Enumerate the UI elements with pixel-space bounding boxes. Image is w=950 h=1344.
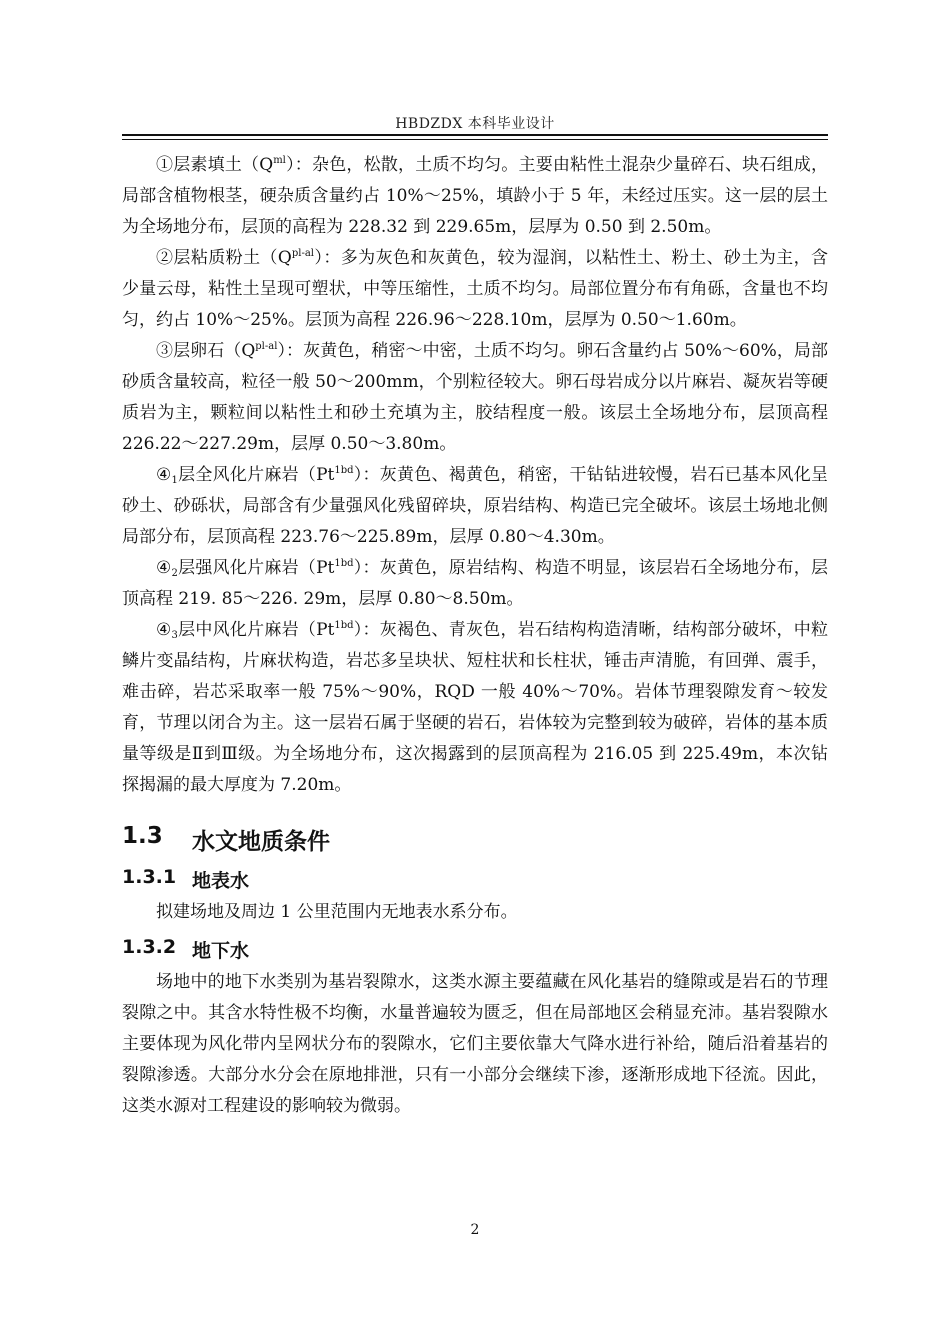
section-title: 地表水 <box>192 870 250 892</box>
section-number: 1.3.2 <box>122 936 177 958</box>
paragraph-layer-4-1: $④_1$层全风化片麻岩$(Pt^{1bd})$：灰黄色、褐黄色，稍密，干钻钻进较慢，岩石已基本风化呈砂土、砂砾状，局部含有少量强风化残留碎块，原岩结构、构造已完全破坏。该层土场地北侧局部分布，层顶高程 223.76～225.89m，层厚 0.80～4.30m。 <box>122 465 829 547</box>
page-number: 2 <box>470 1222 480 1238</box>
paragraph-surface-water: 拟建场地及周边 1 公里范围内无地表水系分布。 <box>156 902 518 922</box>
paragraph-layer-2: ②层粘质粉土$(Q^{pl-al})$：多为灰色和灰黄色，较为湿润，以粘性土、粉土、砂土为主，含少量云母，粘性土呈现可塑状，中等压缩性，土质不均匀。局部位置分布有角砾，含量也不均匀，约占 10%～25%。层顶为高程 226.96～228.10m，层厚为 0.50～1.60m。 <box>122 248 829 330</box>
section-number: 1.3.1 <box>122 866 177 888</box>
header-rule-thick <box>122 134 828 136</box>
section-number: 1.3 <box>122 823 163 849</box>
paragraph-layer-4-3: $④_3$层中风化片麻岩$(Pt^{1bd})$：灰褐色、青灰色，岩石结构构造清晰，结构部分破坏，中粒鳞片变晶结构，片麻状构造，岩芯多呈块状、短柱状和长柱状，锤击声清脆，有回弹、震手，难击碎，岩芯采取率一般 75%～90%，RQD 一般 40%～70%。岩体节理裂隙发育～较发育，节理以闭合为主。这一层岩石属于坚硬的岩石，岩体较为完整到较为破碎，岩体的基本质量等级是Ⅱ到Ⅲ级。为全场地分布，这次揭露到的层顶高程为 216.05 到 225.49m，本次钻探揭漏的最大厚度为 7.20m。 <box>122 620 829 795</box>
section-title: 水文地质条件 <box>192 829 330 855</box>
header-rule-thin <box>122 139 828 140</box>
paragraph-layer-1: ①层素填土$(Q^{ml})$：杂色，松散，土质不均匀。主要由粘性土混杂少量碎石、块石组成，局部含植物根茎，硬杂质含量约占 10%～25%，填龄小于 5 年，未经过压实。这一层的层土为全场地分布，层顶的高程为 228.32 到 229.65m，层厚为 0.50 到 2.50m。 <box>122 155 829 237</box>
paragraph-groundwater: 场地中的地下水类别为基岩裂隙水，这类水源主要蕴藏在风化基岩的缝隙或是岩石的节理裂隙之中。其含水特性极不均衡，水量普遍较为匮乏，但在局部地区会稍显充沛。基岩裂隙水主要体现为风化带内呈网状分布的裂隙水，它们主要依靠大气降水进行补给，随后沿着基岩的裂隙渗透。大部分水分会在原地排泄，只有一小部分会继续下渗，逐渐形成地下径流。因此，这类水源对工程建设的影响较为微弱。 <box>122 972 828 1116</box>
paragraph-layer-4-2: $④_2$层强风化片麻岩$(Pt^{1bd})$：灰黄色，原岩结构、构造不明显，该层岩石全场地分布，层顶高程 219. 85～226. 29m，层厚 0.80～8.50m。 <box>122 558 829 609</box>
page-header: HBDZDX 本科毕业设计 <box>395 116 555 132</box>
section-heading-1-3 <box>122 823 828 856</box>
page-body <box>122 150 828 1122</box>
paragraph-layer-3: ③层卵石$(Q^{pl-al})$：灰黄色，稍密～中密，土质不均匀。卵石含量约占 50%～60%，局部砂质含量较高，粒径一般 50～200mm，个别粒径较大。卵石母岩成分以片麻岩、凝灰岩等硬质岩为主，颗粒间以粘性土和砂土充填为主，胶结程度一般。该层土全场地分布，层顶高程 226.22～227.29m，层厚 0.50～3.80m。 <box>122 341 828 454</box>
section-heading-1-3-1 <box>122 866 828 893</box>
section-title: 地下水 <box>192 940 250 962</box>
section-heading-1-3-2 <box>122 936 828 963</box>
